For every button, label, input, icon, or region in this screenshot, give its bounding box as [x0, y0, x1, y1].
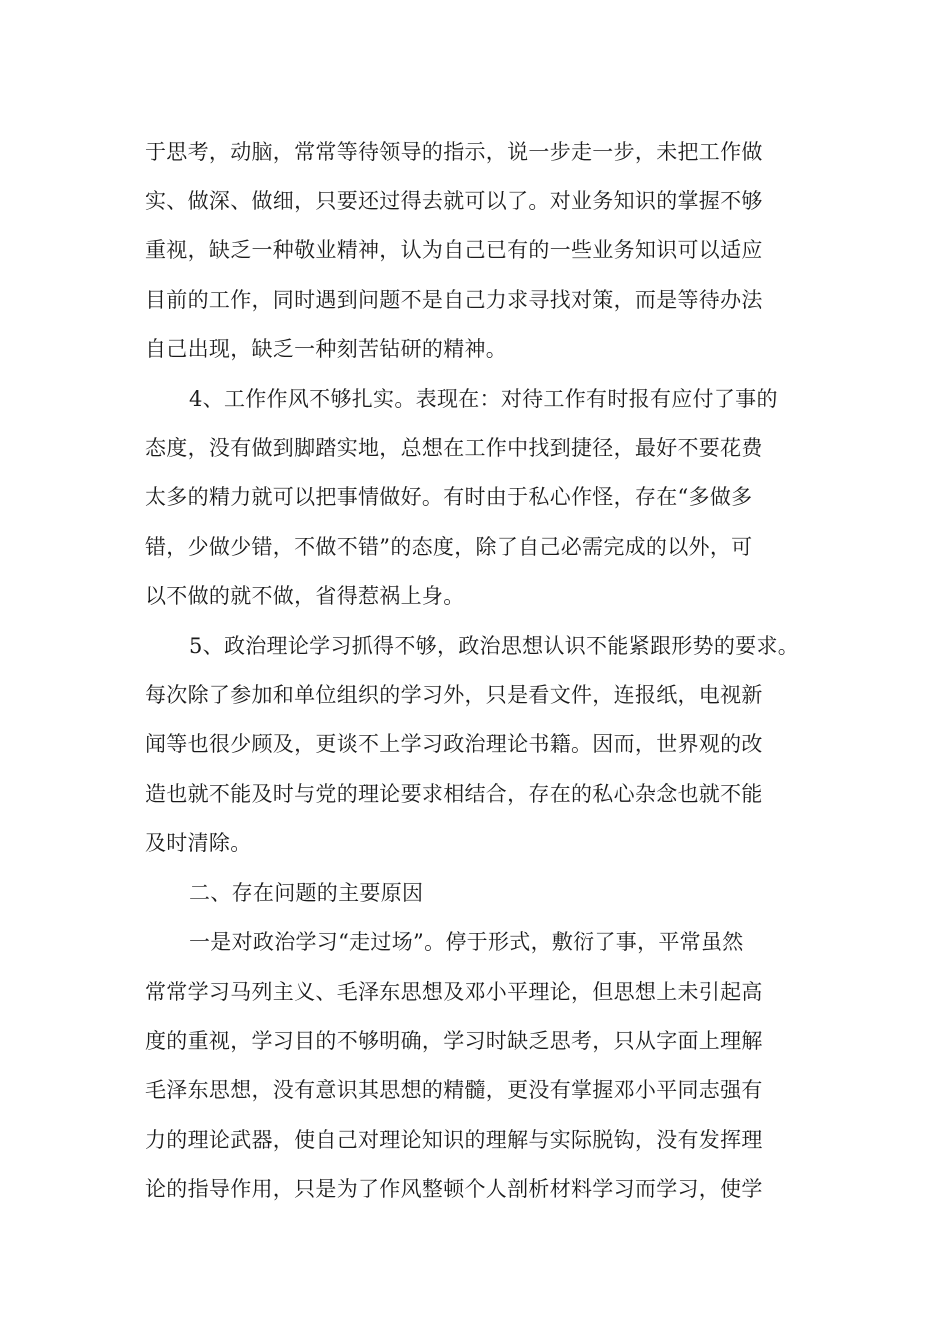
paragraph-5-first-line: 5、政治理论学习抓得不够，政治思想认识不能紧跟形势的要求。 — [189, 634, 800, 658]
text-line: 错，少做少错，不做不错”的态度，除了自己必需完成的以外，可 — [145, 535, 753, 559]
text-line: 自己出现，缺乏一种刻苦钻研的精神。 — [145, 337, 508, 361]
text-line: 度的重视，学习目的不够明确，学习时缺乏思考，只从字面上理解 — [145, 1029, 763, 1053]
section-heading: 二、存在问题的主要原因 — [189, 881, 424, 905]
text-line: 目前的工作，同时遇到问题不是自己力求寻找对策，而是等待办法 — [145, 288, 763, 312]
text-line: 常常学习马列主义、毛泽东思想及邓小平理论，但思想上未引起高 — [145, 980, 763, 1004]
text-line: 太多的精力就可以把事情做好。有时由于私心作怪，存在“多做多 — [145, 485, 753, 509]
paragraph-4-first-line: 4、工作作风不够扎实。表现在：对待工作有时报有应付了事的 — [189, 387, 778, 411]
text-line: 态度，没有做到脚踏实地，总想在工作中找到捷径，最好不要花费 — [145, 436, 763, 460]
text-line: 及时清除。 — [145, 831, 252, 855]
text-line: 力的理论武器，使自己对理论知识的理解与实际脱钩，没有发挥理 — [145, 1128, 763, 1152]
text-line: 以不做的就不做，省得惹祸上身。 — [145, 584, 465, 608]
text-line: 重视，缺乏一种敬业精神，认为自己已有的一些业务知识可以适应 — [145, 238, 763, 262]
text-line: 每次除了参加和单位组织的学习外，只是看文件，连报纸，电视新 — [145, 683, 763, 707]
text-line: 于思考，动脑，常常等待领导的指示，说一步走一步，未把工作做 — [145, 140, 763, 164]
text-line: 论的指导作用，只是为了作风整顿个人剖析材料学习而学习，使学 — [145, 1177, 763, 1201]
text-line: 造也就不能及时与党的理论要求相结合，存在的私心杂念也就不能 — [145, 782, 763, 806]
text-line: 实、做深、做细，只要还过得去就可以了。对业务知识的掌握不够 — [145, 189, 763, 213]
text-line: 闻等也很少顾及，更谈不上学习政治理论书籍。因而，世界观的改 — [145, 732, 763, 756]
text-line: 毛泽东思想，没有意识其思想的精髓，更没有掌握邓小平同志强有 — [145, 1078, 763, 1102]
paragraph-first-line: 一是对政治学习“走过场”。停于形式，敷衍了事，平常虽然 — [189, 930, 744, 954]
